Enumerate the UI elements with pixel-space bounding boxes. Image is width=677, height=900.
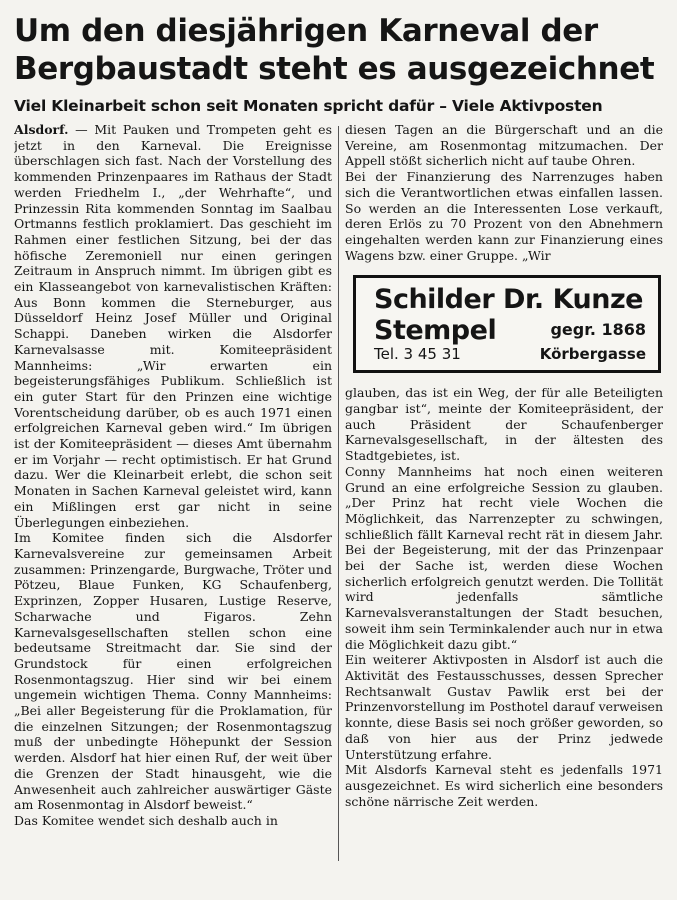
dateline: Alsdorf. <box>14 122 69 137</box>
right-paragraph-6: Mit Alsdorfs Karneval steht es jedenfalls 1971 ausgezeichnet. Es wird sicherlich eine besonders schöne närrische Zeit werden. <box>345 762 663 809</box>
subheadline: Viel Kleinarbeit schon seit Monaten spricht dafür – Viele Aktivposten <box>14 97 603 115</box>
right-column <box>345 122 663 862</box>
left-column <box>14 122 332 862</box>
column-divider <box>338 126 339 861</box>
left-paragraph-2: Im Komitee finden sich die Alsdorfer Karnevalsvereine zur gemeinsamen Arbeit zusammen: Prinzengarde, Burgwache, Tröter und Pötzeu, Blaue Funken, KG Schaufenberg, Exprinzen, Zopper Husaren, Lustige Reserve, Scharwache und Figaros. Zehn Karnevalsgesellschaften stellen schon eine bedeutsame Streitmacht dar. Sie sind der Grundstock für einen erfolgreichen Rosenmontagszug. Hier sind wir bei einem ungemein wichtigen Thema. Conny Mannheims: „Bei aller Begeisterung für die Proklamation, für die einzelnen Sitzungen; der Rosenmontagszug muß der unbedingte Höhepunkt der Session werden. Alsdorf hat hier einen Ruf, der weit über die Grenzen der Stadt hinausgeht, wie die Anwesenheit auch zahlreicher auswärtiger Gäste am Rosenmontag in Alsdorf beweist.“ <box>14 530 332 813</box>
ad-phone: Tel. 3 45 31 <box>374 344 461 363</box>
headline-line-1: Um den diesjährigen Karneval der <box>14 13 598 49</box>
right-paragraph-3: glauben, das ist ein Weg, der für alle Beteiligten gangbar ist“, meinte der Komiteepräsident, der auch Präsident der Schaufenberger Karnevalsgesellschaft, in der ältesten des Stadtgebietes, ist. <box>345 385 663 464</box>
left-paragraph-1: Alsdorf. — Mit Pauken und Trompeten geht es jetzt in den Karneval. Die Ereignisse überschlagen sich fast. Nach der Vorstellung des kommenden Prinzenpaares im Rathaus der Stadt werden Friedhelm I., „der Wehrhafte“, und Prinzessin Rita kommenden Sonntag im Saalbau Ortmanns festlich proklamiert. Das geschieht im Rahmen einer festlichen Sitzung, bei der das höfische Zeremoniell nur einen geringen Zeitraum in Anspruch nimmt. Im übrigen gibt es ein Klasseangebot von karnevalistischen Kräften: Aus Bonn kommen die Sterneburger, aus Düsseldorf Heinz Josef Müller und Original Schappi. Daneben wirken die Alsdorfer Karnevalsasse mit. Komiteepräsident Mannheims: „Wir erwarten ein begeisterungsfähiges Publikum. Schließlich ist ein guter Start für den Prinzen eine wichtige Vorentscheidung darüber, ob es auch 1971 einen erfolgreichen Karneval geben wird.“ Im übrigen ist der Komiteepräsident — dieses Amt übernahm er im Vorjahr — recht optimistisch. Er hat Grund dazu. Wer die Kleinarbeit erlebt, die schon seit Monaten in Sachen Karneval geleistet wird, kann ein Mißlingen erst gar nicht in seine Überlegungen einbeziehen. <box>14 122 332 530</box>
right-paragraph-5: Ein weiterer Aktivposten in Alsdorf ist auch die Aktivität des Festausschusses, dessen Sprecher Rechtsanwalt Gustav Pawlik erst bei der Prinzenvorstellung im Posthotel darauf verweisen konnte, diese Basis sei noch größer geworden, so daß von hier aus der Prinz jedwede Unterstützung erfahre. <box>345 652 663 762</box>
right-paragraph-2: Bei der Finanzierung des Narrenzuges haben sich die Verantwortlichen etwas einfallen lassen. So werden an die Interessenten Lose verkauft, deren Erlös zu 70 Prozent von den Abnehmern eingehalten werden kann zur Finanzierung eines Wagens bzw. einer Gruppe. „Wir <box>345 169 663 263</box>
ad-line-1: Schilder Dr. Kunze <box>374 284 643 316</box>
left-paragraph-3: Das Komitee wendet sich deshalb auch in <box>14 812 278 828</box>
right-paragraph-4: Conny Mannheims hat noch einen weiteren Grund an eine erfolgreiche Session zu glauben. „Der Prinz hat recht viele Wochen die Möglichkeit, das Narrenzepter zu schwingen, schließlich fällt Karneval recht rät in diesem Jahr. Bei der Begeisterung, mit der das Prinzenpaar bei der Sache ist, werden diese Wochen sicherlich erfolgreich genutzt werden. Die Tollität wird jedenfalls sämtliche Karnevalsveranstaltungen der Stadt besuchen, soweit ihm sein Terminkalender auch nur in etwa die Möglichkeit dazu gibt.“ <box>345 463 663 652</box>
right-paragraph-1: diesen Tagen an die Bürgerschaft und an die Vereine, am Rosenmontag mitzumachen. Der Appell stößt sicherlich nicht auf taube Ohren. <box>345 122 663 169</box>
ad-street: Körbergasse <box>539 344 646 363</box>
headline <box>14 12 663 88</box>
advertisement-box <box>353 275 661 373</box>
ad-established: gegr. 1868 <box>550 320 646 340</box>
headline-line-2: Bergbaustadt steht es ausgezeichnet <box>14 51 655 87</box>
article-columns <box>14 122 663 862</box>
ad-line-2: Stempel <box>374 315 497 347</box>
